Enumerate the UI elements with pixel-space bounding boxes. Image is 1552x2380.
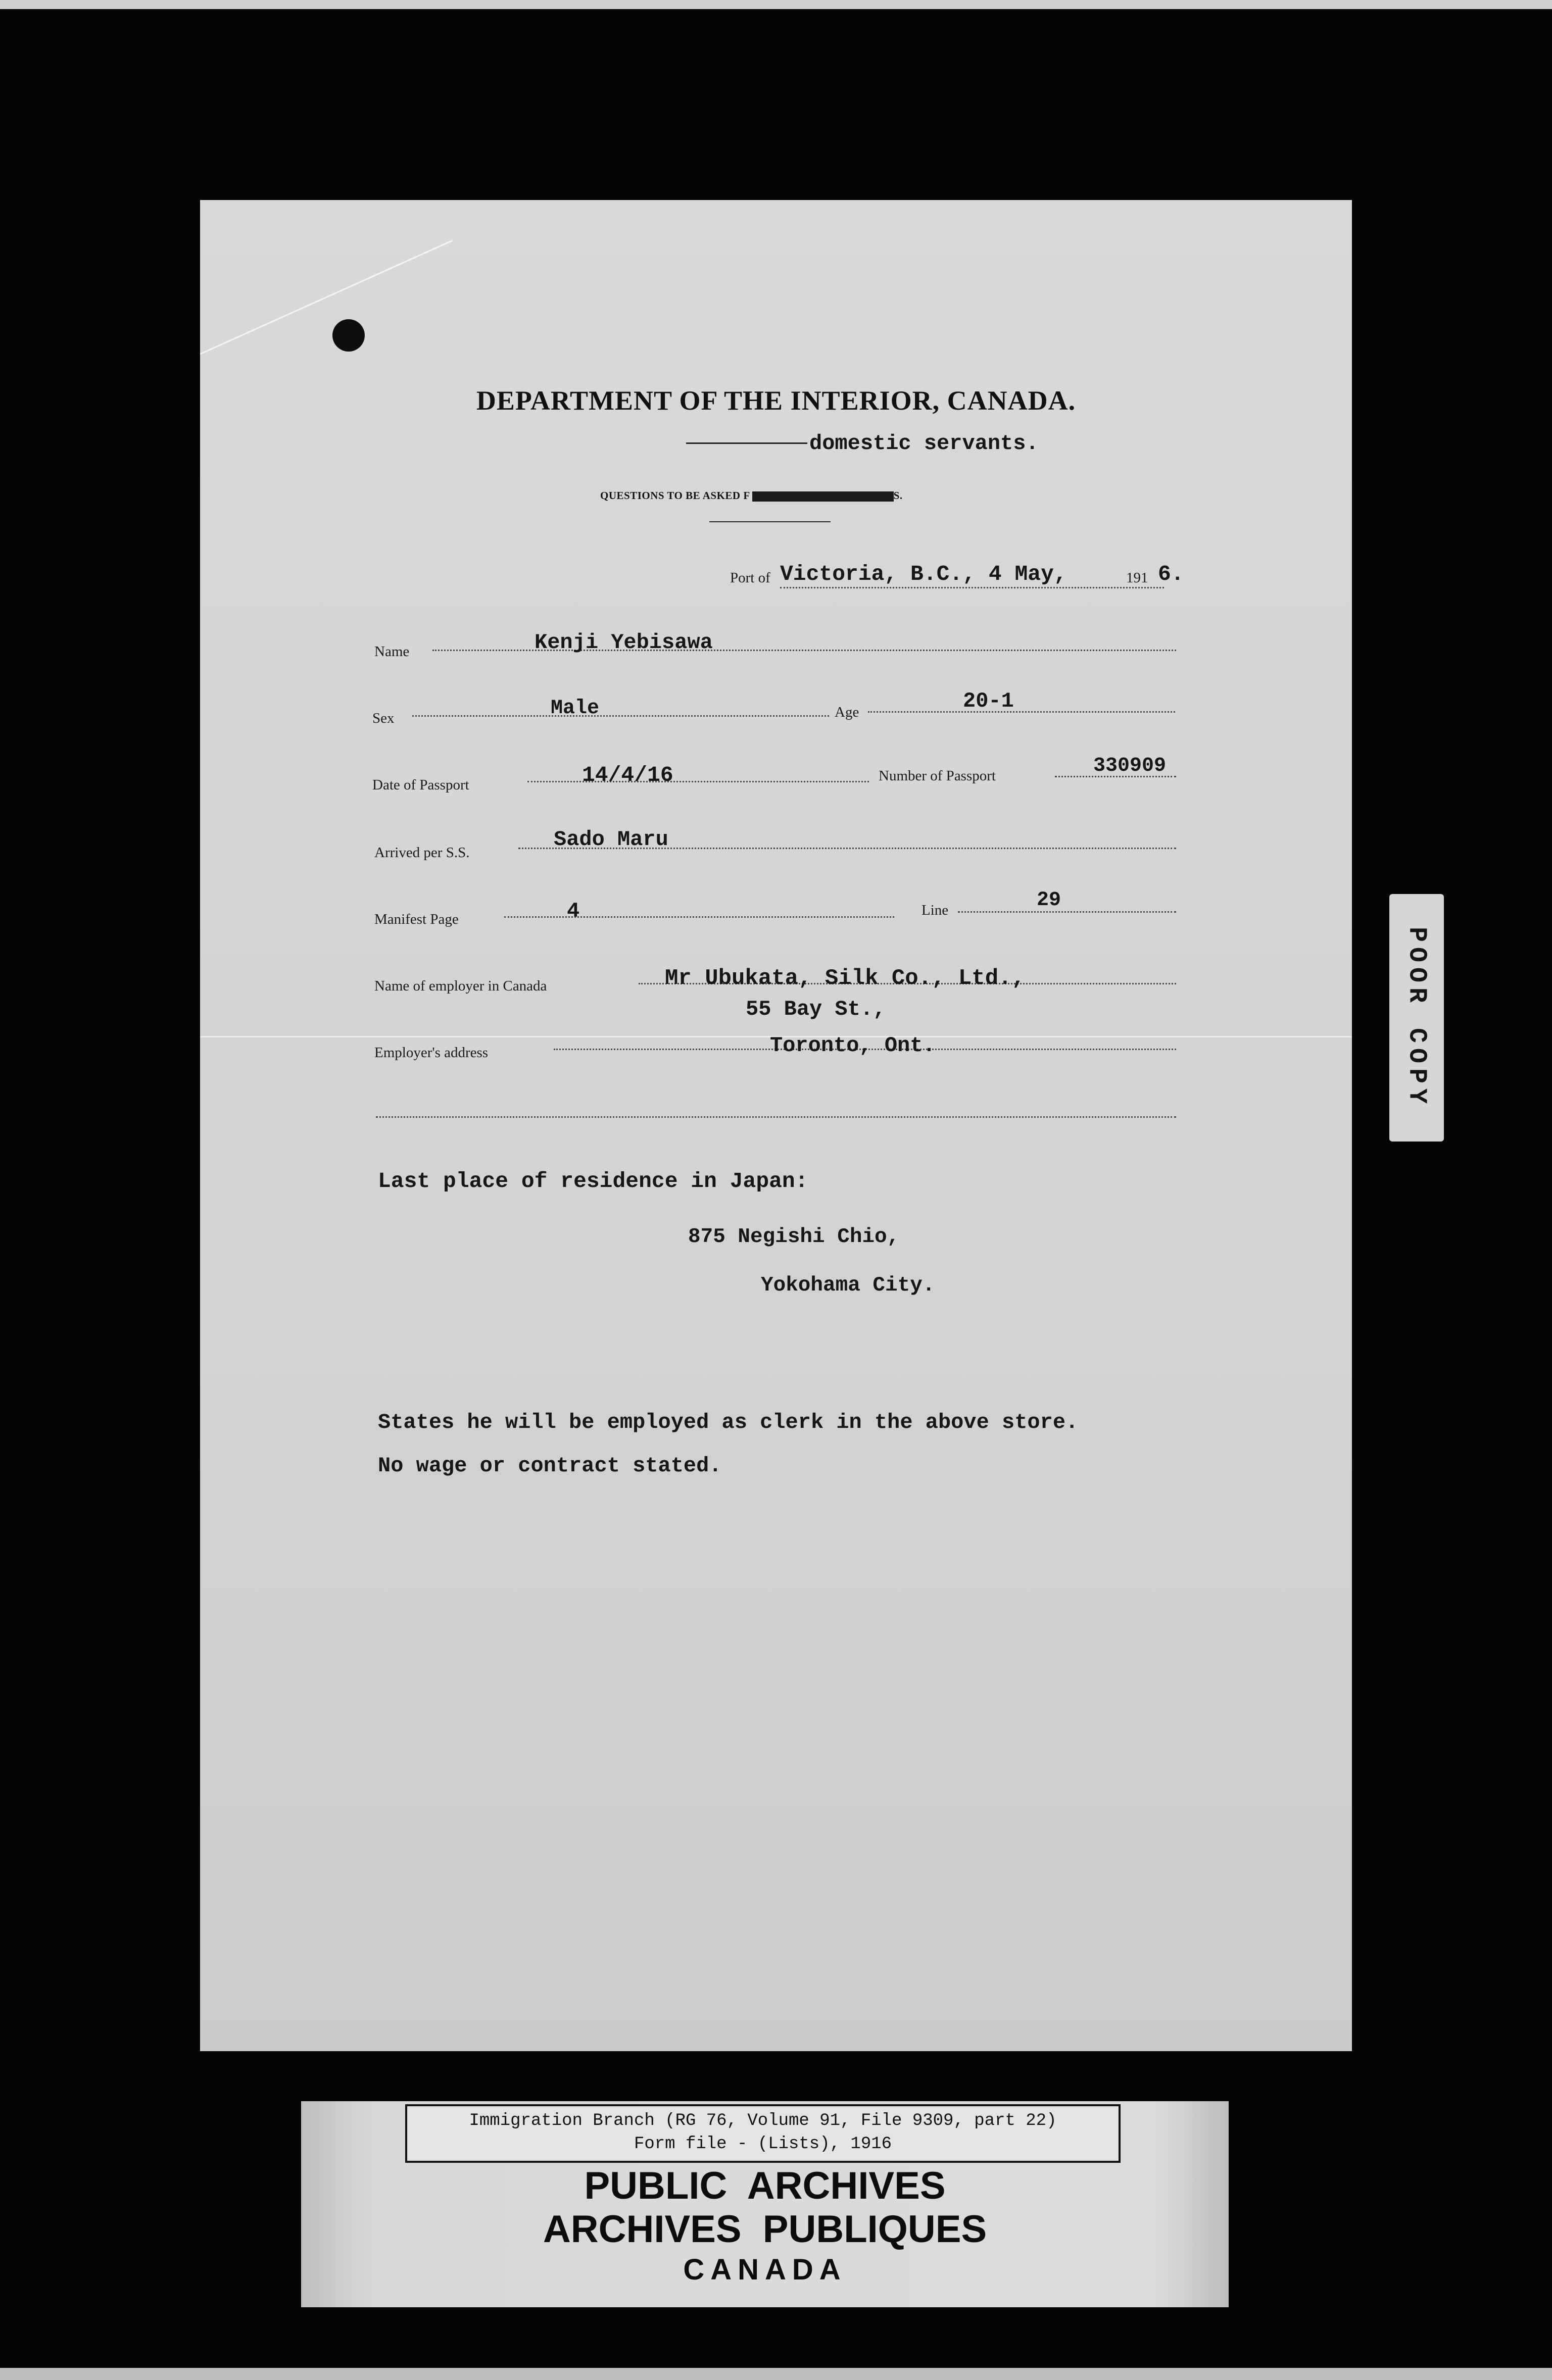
name-label: Name [374, 643, 410, 660]
residence-line1: 875 Negishi Chio, [688, 1225, 900, 1249]
port-value: Victoria, B.C., 4 May, [780, 562, 1067, 586]
reference-label [405, 2104, 1121, 2163]
residence-line2: Yokohama City. [761, 1274, 935, 1297]
poor-copy-tag [1389, 894, 1444, 1142]
age-value: 20-1 [963, 689, 1014, 713]
port-label: Port of [730, 570, 770, 586]
archive-line3: CANADA [683, 2253, 847, 2286]
employer-label: Name of employer in Canada [374, 978, 547, 994]
reference-line2: Form file - (Lists), 1916 [634, 2135, 892, 2154]
passport-date-value: 14/4/16 [582, 763, 673, 787]
year-printed: 191 [1126, 570, 1148, 586]
year-typed: 6. [1158, 562, 1184, 586]
residence-heading: Last place of residence in Japan: [378, 1169, 808, 1194]
age-label: Age [835, 704, 859, 720]
questions-label: QUESTIONS TO BE ASKED F [600, 489, 750, 502]
employer-address-value: Toronto, Ont. [770, 1033, 936, 1058]
employer-address-label: Employer's address [374, 1045, 489, 1061]
arrived-label: Arrived per S.S. [374, 845, 470, 861]
sex-value: Male [551, 697, 600, 720]
line-value: 29 [1037, 889, 1061, 912]
archive-line2: ARCHIVES PUBLIQUES [543, 2208, 987, 2251]
passport-number-label: Number of Passport [879, 768, 996, 784]
category-typed: domestic servants. [809, 431, 1039, 456]
archive-line1: PUBLIC ARCHIVES [584, 2164, 946, 2207]
corner-crease [200, 240, 463, 357]
age-dotline [868, 711, 1175, 713]
department-title: DEPARTMENT OF THE INTERIOR, CANADA. [476, 385, 1076, 416]
passport-date-dotline [527, 781, 869, 782]
note-line1: States he will be employed as clerk in the above store. [378, 1410, 1079, 1434]
reference-line1: Immigration Branch (RG 76, Volume 91, File 9309, part 22) [469, 2111, 1057, 2130]
questions-underline [709, 521, 831, 522]
sex-label: Sex [372, 710, 395, 726]
film-edge-top [0, 0, 1552, 9]
questions-suffix: S. [893, 489, 903, 502]
manifest-label: Manifest Page [374, 911, 459, 927]
sex-dotline [412, 715, 829, 717]
line-dotline [958, 911, 1176, 913]
employer-value: Mr Ubukata, Silk Co., Ltd., [665, 966, 1025, 991]
category-rule [686, 442, 807, 444]
employer-street: 55 Bay St., [746, 997, 886, 1021]
manifest-value: 4 [567, 899, 580, 923]
redaction-bar [752, 491, 894, 502]
punch-hole [332, 319, 365, 352]
blank-dotline [376, 1116, 1176, 1118]
line-label: Line [922, 902, 949, 918]
questions-heading [600, 489, 903, 502]
passport-number-value: 330909 [1093, 755, 1167, 777]
poor-copy-text: POOR COPY [1402, 926, 1431, 1109]
form-document [200, 200, 1352, 2051]
port-dotline [780, 587, 1164, 588]
manifest-dotline [504, 916, 894, 918]
passport-date-label: Date of Passport [372, 777, 469, 793]
film-edge-bottom [0, 2368, 1552, 2380]
arrived-value: Sado Maru [554, 827, 668, 852]
archives-stamp [301, 2101, 1229, 2307]
name-value: Kenji Yebisawa [535, 630, 713, 655]
note-line2: No wage or contract stated. [378, 1454, 722, 1478]
